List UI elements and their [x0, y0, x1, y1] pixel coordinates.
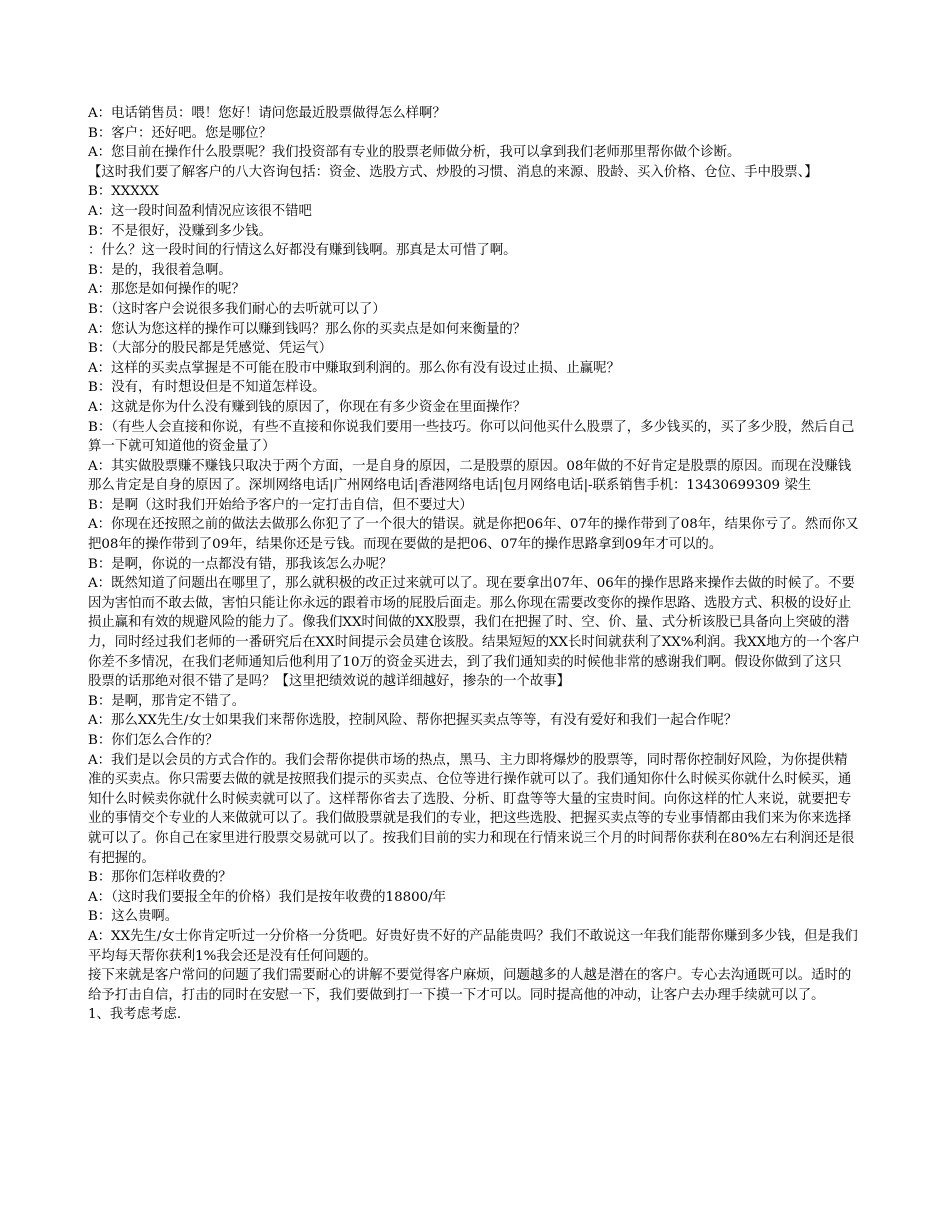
paragraph: 【这时我们要了解客户的八大咨询包括：资金、选股方式、炒股的习惯、消息的来源、股龄、买入价格、仓位、手中股票、】 — [88, 164, 818, 180]
paragraph: A：这一段时间盈利情况应该很不错吧 — [88, 203, 312, 219]
paragraph: A：你现在还按照之前的做法去做那么你犯了了一个很大的错误。就是你把06年、07年的操作带到了08年，结果你亏了。然而你又把08年的操作带到了09年，结果你还是亏钱。而现在要做的是把06、07年的操作思路拿到09年才可以的。 — [88, 517, 859, 553]
paragraph: B：是啊，你说的一点都没有错，那我该怎么办呢？ — [88, 556, 393, 572]
paragraph: ：什么？这一段时间的行情这么好都没有赚到钱啊。那真是太可惜了啊。 — [88, 243, 517, 259]
paragraph: B：没有，有时想设但是不知道怎样设。 — [88, 380, 326, 396]
paragraph: A：电话销售员：喂！您好！请问您最近股票做得怎么样啊？ — [88, 106, 446, 121]
paragraph: 1、我考虑考虑. — [88, 1007, 182, 1023]
paragraph: A：XX先生/女士你肯定听过一分价格一分货吧。好贵好贵不好的产品能贵吗？我们不敢说这一年我们能帮你赚到多少钱，但是我们平均每天帮你获利1%我会还是没有任何问题的。 — [88, 928, 858, 964]
paragraph: B：这么贵啊。 — [88, 909, 179, 925]
paragraph: A：您认为您这样的操作可以赚到钱吗？那么你的买卖点是如何来衡量的？ — [88, 321, 527, 337]
paragraph: B：是的，我很着急啊。 — [88, 262, 232, 278]
paragraph: B：是啊（这时我们开始给予客户的一定打击自信，但不要过大） — [88, 497, 473, 513]
paragraph: B：（大部分的股民都是凭感觉、凭运气） — [88, 341, 333, 357]
paragraph: B：（有些人会直接和你说，有些不直接和你说我们要用一些技巧。你可以问他买什么股票了，多少钱买的，买了多少股，然后自己算一下就可知道他的资金量了） — [88, 419, 855, 455]
paragraph: A：这就是你为什么没有赚到钱的原因了，你现在有多少资金在里面操作？ — [88, 399, 527, 415]
paragraph: A：我们是以会员的方式合作的。我们会帮你提供市场的热点，黑马、主力即将爆炒的股票等，同时帮你控制好风险，为你提供精准的买卖点。你只需要去做的就是按照我们提示的买卖点、仓位等进行操作就可以了。我们通知你什么时候买你就什么时候买，通知什么时候卖你就什么时候卖就可以了。这样帮你省去了选股、分析、盯盘等等大量的宝贵时间。向你这样的忙人来说，就要把专业的事情交个专业的人来做就可以了。我们做股票就是我们的专业，把这些选股、把握买卖点等的专业事情都由我们来为你来选择就可以了。你自己在家里进行股票交易就可以了。按我们目前的实力和现在行情来说三个月的时间帮你获利在80%左右利润还是很有把握的。 — [88, 752, 855, 866]
paragraph: 接下来就是客户常问的问题了我们需要耐心的讲解不要觉得客户麻烦，问题越多的人越是潜在的客户。专心去沟通既可以。适时的给予打击自信，打击的同时在安慰一下，我们要做到打一下摸一下才可以。同时提高他的冲动，让客户去办理手续就可以了。 — [88, 968, 852, 1003]
paragraph: B：是啊，那肯定不错了。 — [88, 693, 246, 709]
paragraph: A：这样的买卖点掌握是不可能在股市中赚取到利润的。那么你有没有设过止损、止赢呢？ — [88, 360, 620, 376]
paragraph: A：其实做股票赚不赚钱只取决于两个方面，一是自身的原因，二是股票的原因。08年做的不好肯定是股票的原因。而现在没赚钱那么肯定是自身的原因了。深圳网络电话|广州网络电话|香港网络电话|包月网络电话|-联系销售手机：13430699309 梁生 — [88, 458, 852, 494]
document-body — [88, 104, 860, 1025]
paragraph: B：不是很好，没赚到多少钱。 — [88, 223, 272, 239]
paragraph: 股票的话那绝对很不错了是吗？【这里把绩效说的越详细越好，掺杂的一个故事】 — [88, 674, 571, 690]
paragraph: B：你们怎么合作的？ — [88, 733, 219, 748]
paragraph: A：（这时我们要报全年的价格）我们是按年收费的18800/年 — [88, 889, 447, 905]
paragraph: B：XXXXX — [88, 184, 159, 200]
paragraph: A：那么XX先生/女士如果我们来帮你选股，控制风险、帮你把握买卖点等等，有没有爱好和我们一起合作呢？ — [88, 713, 738, 729]
paragraph: B：客户：还好吧。您是哪位？ — [88, 125, 272, 141]
paragraph: B：那你们怎样收费的？ — [88, 870, 232, 886]
paragraph: A：您目前在操作什么股票呢？我们投资部有专业的股票老师做分析，我可以拿到我们老师那里帮你做个诊断。 — [88, 145, 741, 161]
paragraph: B：（这时客户会说很多我们耐心的去听就可以了） — [88, 301, 386, 317]
paragraph: A：既然知道了问题出在哪里了，那么就积极的改正过来就可以了。现在要拿出07年、06年的操作思路来操作去做的时候了。不要因为害怕而不敢去做，害怕只能让你永远的跟着市场的屁股后面走。那么你现在需要改变你的操作思路、选股方式、积极的设好止损止赢和有效的规避风险的能力了。像我们XX时间做的XX股票，我们在把握了时、空、价、量、式分析该股已具备向上突破的潜力，同时经过我们老师的一番研究后在XX时间提示会员建仓该股。结果短短的XX长时间就获利了XX%利润。我XX地方的一个客户你差不多情况，在我们老师通知后他利用了10万的资金买进去，到了我们通知卖的时候他非常的感谢我们啊。假设你做到了这只 — [88, 576, 860, 670]
paragraph: A：那您是如何操作的呢？ — [88, 282, 245, 298]
